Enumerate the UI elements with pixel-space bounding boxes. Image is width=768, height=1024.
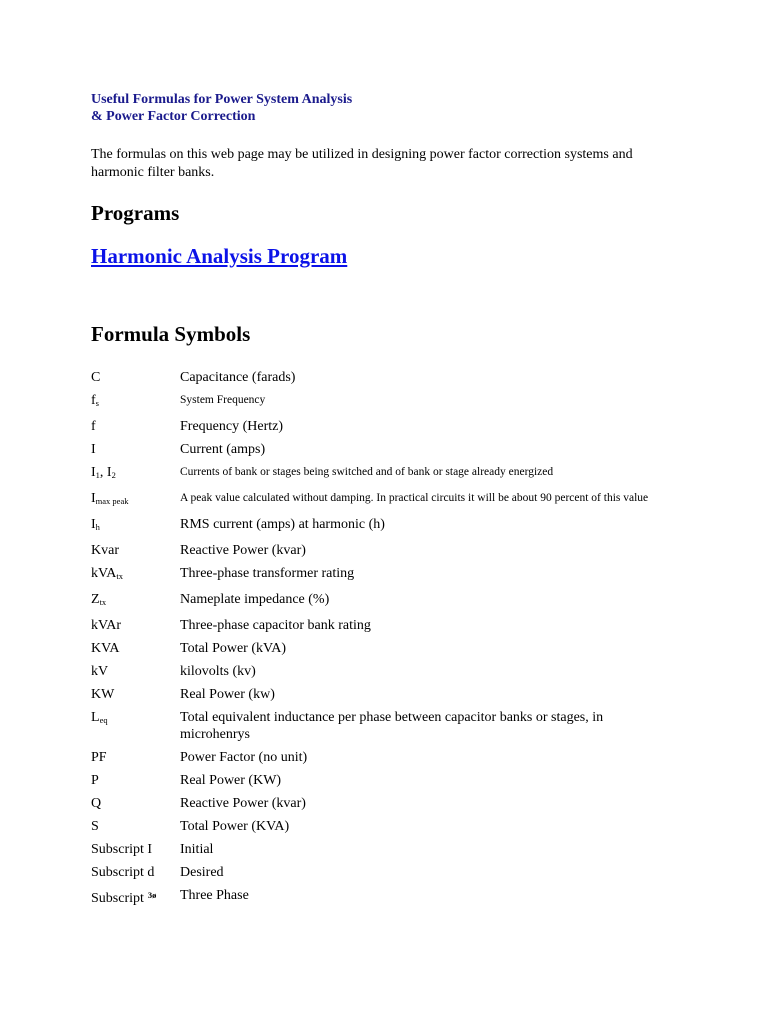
symbol-text: I [91, 491, 96, 506]
symbol-description: Nameplate impedance (%) [180, 592, 330, 607]
symbol-row [91, 487, 671, 513]
symbol-description: Reactive Power (kvar) [180, 796, 306, 811]
symbol-cell [91, 792, 180, 815]
symbol-cell [91, 366, 180, 389]
symbol-cell [91, 438, 180, 461]
symbol-cell [91, 815, 180, 838]
symbol-row [91, 815, 671, 838]
symbol-cell [91, 838, 180, 861]
symbol-subscript: h [95, 522, 100, 532]
symbol-text: KW [91, 687, 115, 702]
symbol-description: Real Power (kw) [180, 687, 275, 702]
symbol-cell [91, 861, 180, 884]
symbol-cell [91, 415, 180, 438]
symbol-row [91, 861, 671, 884]
symbol-row [91, 588, 671, 614]
symbol-text: Subscript [91, 891, 144, 906]
symbol-row [91, 660, 671, 683]
symbol-cell [91, 588, 180, 614]
programs-heading: Programs [91, 201, 180, 225]
document-title [91, 91, 591, 125]
symbol-description: Power Factor (no unit) [180, 750, 308, 765]
symbol-row [91, 838, 671, 861]
symbol-cell [91, 660, 180, 683]
symbol-text: Kvar [91, 543, 119, 558]
symbol-row [91, 389, 671, 415]
symbol-text: Q [91, 796, 102, 811]
symbol-row [91, 792, 671, 815]
symbol-subscript-2: 2 [111, 470, 116, 480]
symbol-cell [91, 683, 180, 706]
symbol-row [91, 562, 671, 588]
symbol-description: Desired [180, 865, 224, 880]
title-line-2: & Power Factor Correction [91, 109, 256, 124]
symbol-subscript: eq [99, 715, 108, 725]
symbol-text: PF [91, 750, 107, 765]
symbol-subscript: tx [116, 571, 124, 581]
symbol-text: L [91, 710, 100, 725]
symbol-description: Real Power (KW) [180, 773, 282, 788]
symbol-description: Current (amps) [180, 442, 266, 457]
symbol-superscript: 3ø [147, 890, 157, 900]
symbol-text: I [91, 517, 96, 532]
symbol-row [91, 683, 671, 706]
symbol-text: kV [91, 664, 109, 679]
formula-symbols-table [91, 366, 671, 910]
symbol-text: I [91, 442, 96, 457]
symbol-text: f [91, 419, 96, 434]
symbol-description: Initial [180, 842, 214, 857]
symbol-description: Total equivalent inductance per phase between capacitor banks or stages, in microhenrys [180, 710, 604, 742]
title-line-1: Useful Formulas for Power System Analysis [91, 92, 353, 107]
symbol-cell [91, 746, 180, 769]
symbol-row [91, 513, 671, 539]
symbol-description: Total Power (kVA) [180, 641, 287, 656]
intro-paragraph: The formulas on this web page may be utilized in designing power factor correction systems and harmonic filter banks. [91, 147, 633, 180]
symbol-text: Subscript d [91, 865, 155, 880]
harmonic-analysis-heading [91, 243, 347, 269]
symbol-row [91, 438, 671, 461]
symbol-cell [91, 637, 180, 660]
symbol-cell [91, 461, 180, 487]
symbol-row [91, 884, 671, 910]
symbol-cell [91, 884, 180, 910]
symbol-row [91, 637, 671, 660]
symbol-cell [91, 614, 180, 637]
symbol-row [91, 539, 671, 562]
symbol-row [91, 461, 671, 487]
symbol-description: Reactive Power (kvar) [180, 543, 306, 558]
symbol-description: Three-phase transformer rating [180, 566, 355, 581]
symbol-row [91, 366, 671, 389]
symbol-description: Three Phase [180, 888, 249, 903]
symbol-description: Currents of bank or stages being switched and of bank or stage already energized [180, 466, 554, 478]
symbol-subscript: tx [99, 597, 107, 607]
symbol-subscript: 1 [95, 470, 100, 480]
symbol-cell [91, 562, 180, 588]
symbol-text: S [91, 819, 99, 834]
symbol-cell [91, 487, 180, 513]
symbol-cell [91, 513, 180, 539]
symbol-description: System Frequency [180, 394, 266, 406]
harmonic-analysis-program-link[interactable]: Harmonic Analysis Program [91, 244, 348, 268]
symbol-description: A peak value calculated without damping. In practical circuits it will be about 90 percent of this value [180, 492, 649, 504]
symbol-cell [91, 389, 180, 415]
symbol-text: P [91, 773, 99, 788]
symbol-cell [91, 769, 180, 792]
symbol-row [91, 769, 671, 792]
symbol-text-continued: , I [99, 465, 112, 480]
symbol-cell [91, 539, 180, 562]
symbol-description: Capacitance (farads) [180, 370, 296, 385]
symbol-description: Three-phase capacitor bank rating [180, 618, 371, 633]
symbol-subscript: s [95, 398, 99, 408]
symbol-description: RMS current (amps) at harmonic (h) [180, 517, 385, 532]
symbol-row [91, 706, 671, 746]
symbol-text: Subscript I [91, 842, 153, 857]
symbol-row [91, 415, 671, 438]
symbol-row [91, 614, 671, 637]
symbol-text: KVA [91, 641, 120, 656]
symbol-text: Z [91, 592, 100, 607]
symbol-text: C [91, 370, 101, 385]
symbol-description: Total Power (KVA) [180, 819, 290, 834]
symbol-row [91, 746, 671, 769]
symbol-text: kVA [91, 566, 117, 581]
symbol-text: kVAr [91, 618, 122, 633]
symbol-description: Frequency (Hertz) [180, 419, 284, 434]
symbol-subscript: max peak [95, 496, 129, 506]
symbol-text: I [91, 465, 96, 480]
symbol-cell [91, 706, 180, 732]
symbol-text: f [91, 393, 96, 408]
formula-symbols-heading: Formula Symbols [91, 322, 251, 346]
symbol-description: kilovolts (kv) [180, 664, 256, 679]
